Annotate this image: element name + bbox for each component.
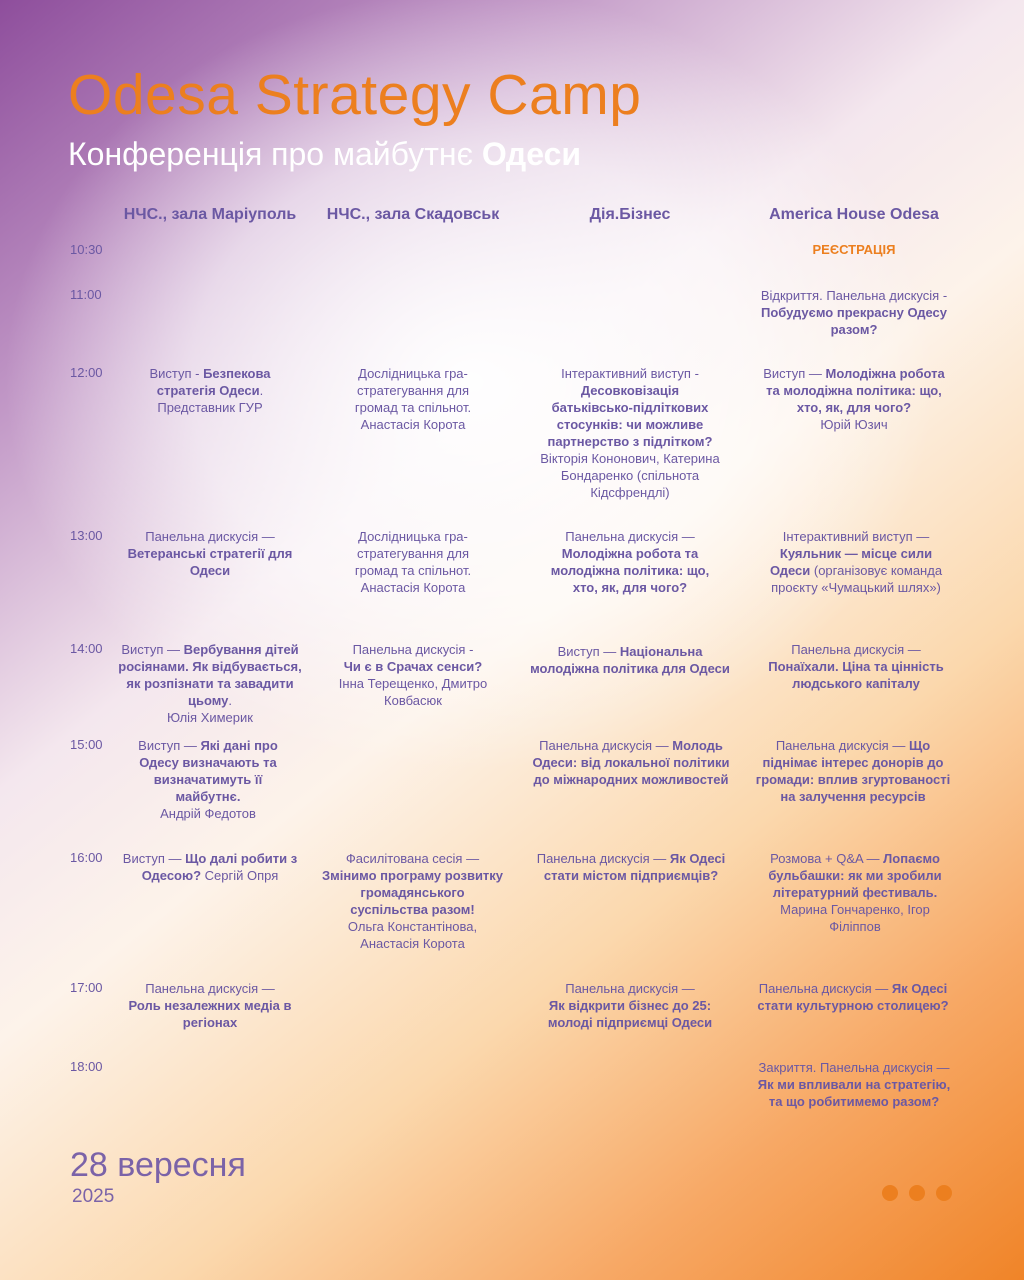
session-1200-diia bbox=[540, 365, 720, 501]
subtitle-text: Конференція про майбутнє bbox=[68, 136, 482, 172]
session-title: Як відкрити бізнес до 25: молоді підприємці Одеси bbox=[547, 998, 713, 1030]
session-speakers: Андрій Федотов bbox=[160, 806, 256, 821]
session-1700-mariupol bbox=[125, 980, 295, 1031]
session-speakers: Анастасія Корота bbox=[360, 580, 466, 595]
session-title: Чи є в Срачах сенси? bbox=[343, 659, 483, 674]
column-header-america-house: America House Odesa bbox=[769, 206, 939, 223]
session-title: Молодіжна робота та молодіжна політика: що, хто, як, для чого? bbox=[550, 546, 710, 595]
session-title: Змінимо програму розвитку громадянського суспільства разом! bbox=[321, 868, 504, 917]
session-speakers: Юлія Химерик bbox=[167, 710, 253, 725]
session-speakers: Сергій Опря bbox=[201, 868, 279, 883]
session-1600-america bbox=[760, 850, 950, 935]
event-subtitle bbox=[68, 136, 581, 173]
session-type: Виступ — bbox=[121, 642, 184, 657]
session-type: Інтерактивний виступ — bbox=[782, 529, 930, 544]
session-title: Понаїхали. Ціна та цінність людського капіталу bbox=[768, 659, 944, 691]
session-speakers: Анастасія Корота bbox=[360, 417, 466, 432]
session-type: Виступ — bbox=[763, 366, 826, 381]
dot bbox=[882, 1185, 898, 1201]
dot bbox=[909, 1185, 925, 1201]
session-speakers: Марина Гончаренко, Ігор Філіппов bbox=[780, 902, 930, 934]
session-1300-diia bbox=[540, 528, 720, 596]
session-type: Панельна дискусія - bbox=[352, 642, 474, 657]
session-speakers: Вікторія Кононович, Катерина Бондаренко (спільнота Кідсфрендлі) bbox=[540, 451, 720, 500]
session-1300-mariupol bbox=[125, 528, 295, 579]
session-title: Побудуємо прекрасну Одесу разом? bbox=[760, 305, 948, 337]
session-title: Як ми впливали на стратегію, та що робитимемо разом? bbox=[757, 1077, 951, 1109]
time-1500: 15:00 bbox=[70, 737, 103, 752]
session-type: Дослідницька гра-стратегування для громад та спільнот. bbox=[354, 366, 472, 415]
session-type: Панельна дискусія — bbox=[758, 981, 892, 996]
time-1300: 13:00 bbox=[70, 528, 103, 543]
session-type: Виступ - bbox=[149, 366, 204, 381]
session-type: Панельна дискусія — bbox=[145, 981, 275, 996]
session-type: Виступ — bbox=[122, 851, 186, 866]
session-title: Роль незалежних медіа в регіонах bbox=[128, 998, 292, 1030]
session-registration bbox=[752, 241, 956, 258]
session-title: Безпекова стратегія Одеси bbox=[156, 366, 271, 398]
session-1700-america bbox=[750, 980, 956, 1014]
session-speakers: Ольга Константінова, Анастасія Корота bbox=[347, 919, 478, 951]
session-title: Що далі робити з Одесою? bbox=[141, 851, 298, 883]
time-1700: 17:00 bbox=[70, 980, 103, 995]
session-type: Панельна дискусія — bbox=[145, 529, 275, 544]
session-1600-skadovsk bbox=[320, 850, 505, 952]
session-1200-mariupol bbox=[130, 365, 290, 416]
session-suffix: . bbox=[259, 383, 264, 398]
session-1400-skadovsk bbox=[328, 641, 498, 709]
column-header-diia-business: Дія.Бізнес bbox=[589, 206, 671, 223]
session-title: Десовковізація батьківсько-підліткових стосунків: чи можливе партнерство з підлітком? bbox=[547, 383, 713, 449]
session-title: Молодіжна робота та молодіжна політика: що, хто, як, для чого? bbox=[766, 366, 945, 415]
session-closing bbox=[752, 1059, 956, 1110]
session-1400-diia bbox=[530, 643, 730, 677]
session-type: Розмова + Q&A — bbox=[770, 851, 884, 866]
session-1500-america bbox=[750, 737, 956, 805]
session-type: Панельна дискусія — bbox=[775, 738, 909, 753]
session-title: Що піднімає інтерес донорів до громади: вплив згуртованості на залучення ресурсів bbox=[755, 738, 951, 804]
session-title: Національна молодіжна політика для Одеси bbox=[530, 644, 730, 676]
session-speakers: Юрій Юзич bbox=[820, 417, 888, 432]
session-type: Панельна дискусія — bbox=[565, 981, 695, 996]
session-type: Закриття. Панельна дискусія — bbox=[758, 1060, 950, 1075]
session-suffix: . bbox=[228, 693, 233, 708]
session-title: Ветеранські стратегії для Одеси bbox=[127, 546, 293, 578]
dots-icon bbox=[882, 1185, 952, 1201]
time-1100: 11:00 bbox=[70, 287, 102, 302]
dot bbox=[936, 1185, 952, 1201]
session-opening bbox=[752, 287, 956, 338]
session-type: Відкриття. Панельна дискусія - bbox=[760, 288, 948, 303]
event-year: 2025 bbox=[72, 1186, 115, 1207]
session-1500-diia bbox=[527, 737, 735, 788]
session-note: (організовує команда проєкту «Чумацький шлях») bbox=[771, 563, 943, 595]
time-1030: 10:30 bbox=[70, 242, 103, 257]
session-type: Інтерактивний виступ - bbox=[561, 366, 699, 381]
session-type: Виступ — bbox=[557, 644, 620, 659]
time-1400: 14:00 bbox=[70, 641, 103, 656]
session-title: Як Одесі стати культурною столицею? bbox=[757, 981, 949, 1013]
subtitle-bold: Одеси bbox=[481, 136, 582, 172]
session-type: Панельна дискусія — bbox=[536, 851, 670, 866]
session-1700-diia bbox=[535, 980, 725, 1031]
registration-label: РЕЄСТРАЦІЯ bbox=[812, 242, 896, 257]
session-type: Панельна дискусія — bbox=[539, 738, 673, 753]
session-speakers: Представник ГУР bbox=[157, 400, 263, 415]
session-title: Молодь Одеси: від локальної політики до міжнародних можливостей bbox=[532, 738, 730, 787]
time-1800: 18:00 bbox=[70, 1059, 103, 1074]
event-date: 28 вересня bbox=[70, 1146, 246, 1184]
session-title: Куяльник — місце сили Одеси bbox=[769, 546, 933, 578]
time-1600: 16:00 bbox=[70, 850, 103, 865]
session-1400-mariupol bbox=[112, 641, 308, 726]
session-1300-america bbox=[758, 528, 954, 596]
session-type: Панельна дискусія — bbox=[791, 642, 921, 657]
column-header-mariupol: НЧС., зала Маріуполь bbox=[123, 206, 297, 223]
session-speakers: Інна Терещенко, Дмитро Ковбасюк bbox=[338, 676, 488, 708]
session-title: Лопаємо бульбашки: як ми зробили літературний фестиваль. bbox=[768, 851, 942, 900]
session-1200-america bbox=[755, 365, 953, 433]
session-type: Дослідницька гра-стратегування для громад та спільнот. bbox=[354, 529, 472, 578]
session-title: Як Одесі стати містом підприємців? bbox=[543, 851, 726, 883]
session-1500-mariupol bbox=[128, 737, 288, 822]
session-1300-skadovsk bbox=[337, 528, 489, 596]
time-1200: 12:00 bbox=[70, 365, 103, 380]
session-1600-mariupol bbox=[112, 850, 308, 884]
session-type: Фасилітована сесія — bbox=[345, 851, 480, 866]
session-title: Які дані про Одесу визначають та визначатимуть її майбутнє. bbox=[139, 738, 278, 804]
session-1400-america bbox=[758, 641, 954, 692]
session-1600-diia bbox=[527, 850, 735, 884]
session-type: Виступ — bbox=[138, 738, 201, 753]
session-title: Вербування дітей росіянами. Як відбувається, як розпізнати та завадити цьому bbox=[118, 642, 302, 708]
column-header-skadovsk: НЧС., зала Скадовськ bbox=[326, 206, 500, 223]
session-1200-skadovsk bbox=[337, 365, 489, 433]
event-title: Odesa Strategy Camp bbox=[68, 63, 642, 127]
session-type: Панельна дискусія — bbox=[565, 529, 695, 544]
